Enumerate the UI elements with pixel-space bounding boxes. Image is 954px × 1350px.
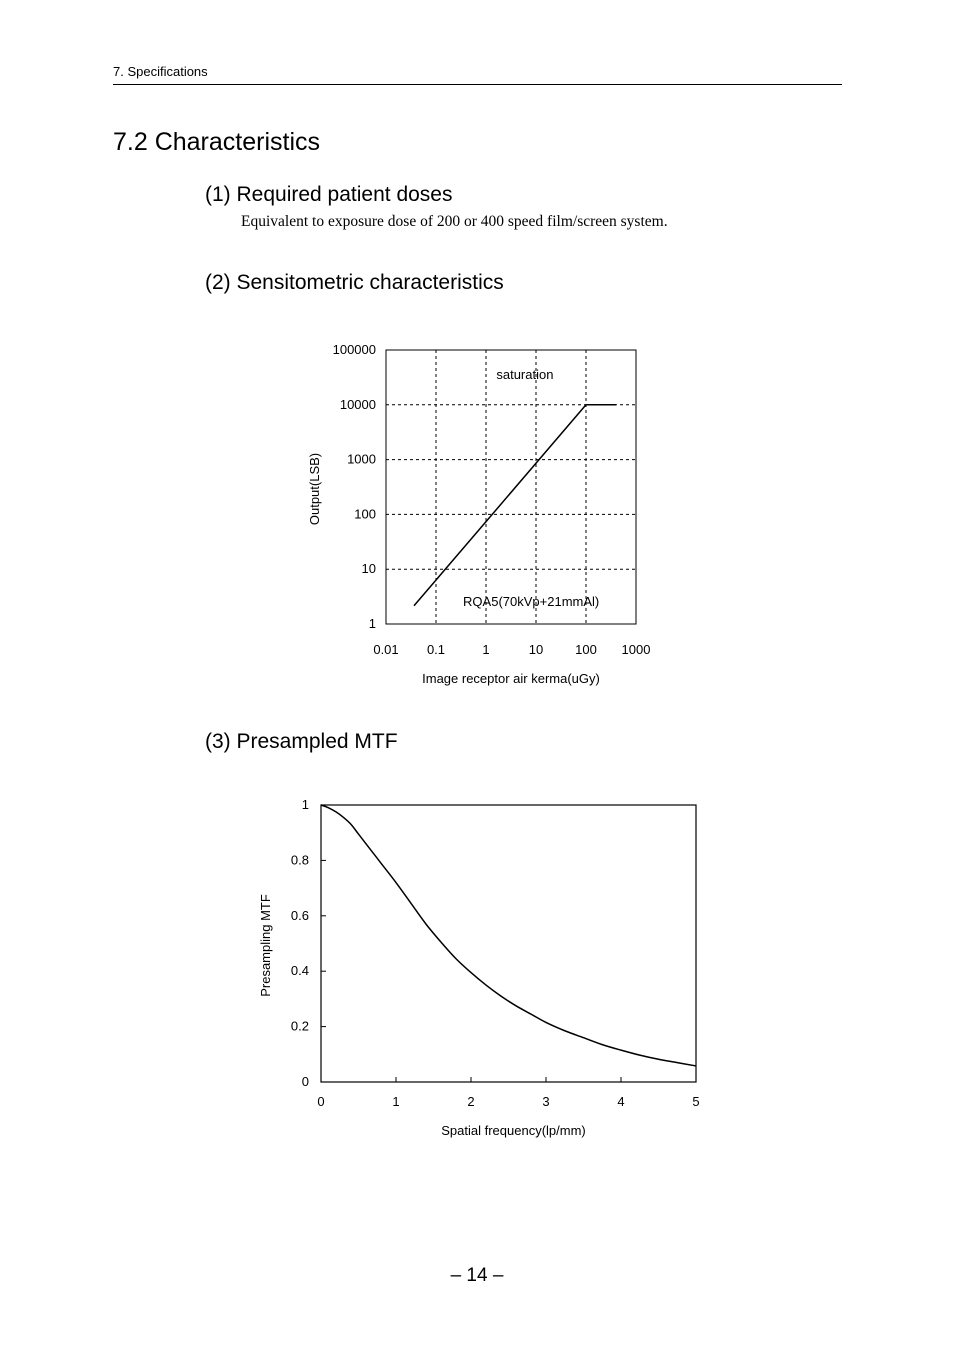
y-tick-label: 0 xyxy=(301,1074,309,1089)
y-tick-label: 0.6 xyxy=(290,907,309,923)
y-tick-label: 100000 xyxy=(332,342,376,357)
x-tick-label: 0.01 xyxy=(373,642,399,657)
subsection-title-mtf: (3) Presampled MTF xyxy=(205,730,398,753)
x-axis-label: Image receptor air kerma(uGy) xyxy=(422,671,600,686)
y-axis-label: Presampling MTF xyxy=(258,894,273,997)
x-tick-label: 100 xyxy=(575,642,597,657)
y-tick-label: 1 xyxy=(368,616,376,631)
x-tick-label: 1 xyxy=(482,642,490,657)
page-number: – 14 – xyxy=(450,1265,504,1286)
y-tick-label: 1 xyxy=(301,797,309,812)
x-tick-label: 0.1 xyxy=(426,642,446,657)
subsection-title-doses: (1) Required patient doses xyxy=(205,183,453,206)
annotation-rqa5: RQA5(70kVp+21mmAl) xyxy=(463,594,600,610)
mtf-curve xyxy=(321,805,696,1066)
annotation-saturation: saturation xyxy=(496,366,554,382)
x-axis-label: Spatial frequency(lp/mm) xyxy=(441,1123,586,1138)
x-tick-label: 1 xyxy=(392,1094,400,1109)
y-tick-label: 10000 xyxy=(339,396,376,412)
running-head: 7. Specifications xyxy=(113,64,208,79)
x-tick-label: 4 xyxy=(617,1094,625,1109)
y-tick-label: 100 xyxy=(354,506,376,522)
plot-frame xyxy=(321,805,696,1082)
x-tick-label: 5 xyxy=(692,1094,700,1109)
x-tick-label: 10 xyxy=(528,642,544,657)
section-title: 7.2 Characteristics xyxy=(113,128,321,156)
x-tick-label: 0 xyxy=(317,1094,325,1109)
y-tick-label: 0.2 xyxy=(290,1018,309,1034)
x-tick-label: 3 xyxy=(542,1094,550,1109)
doses-text: Equivalent to exposure dose of 200 or 400 speed film/screen system. xyxy=(241,213,668,230)
x-tick-label: 1000 xyxy=(621,642,651,657)
y-tick-label: 10 xyxy=(361,561,376,577)
y-tick-label: 0.4 xyxy=(290,963,309,979)
y-tick-label: 0.8 xyxy=(290,852,309,868)
x-tick-label: 2 xyxy=(467,1094,475,1109)
y-tick-label: 1000 xyxy=(347,451,376,467)
subsection-title-sensitometric: (2) Sensitometric characteristics xyxy=(205,271,504,294)
y-axis-label: Output(LSB) xyxy=(307,452,322,526)
